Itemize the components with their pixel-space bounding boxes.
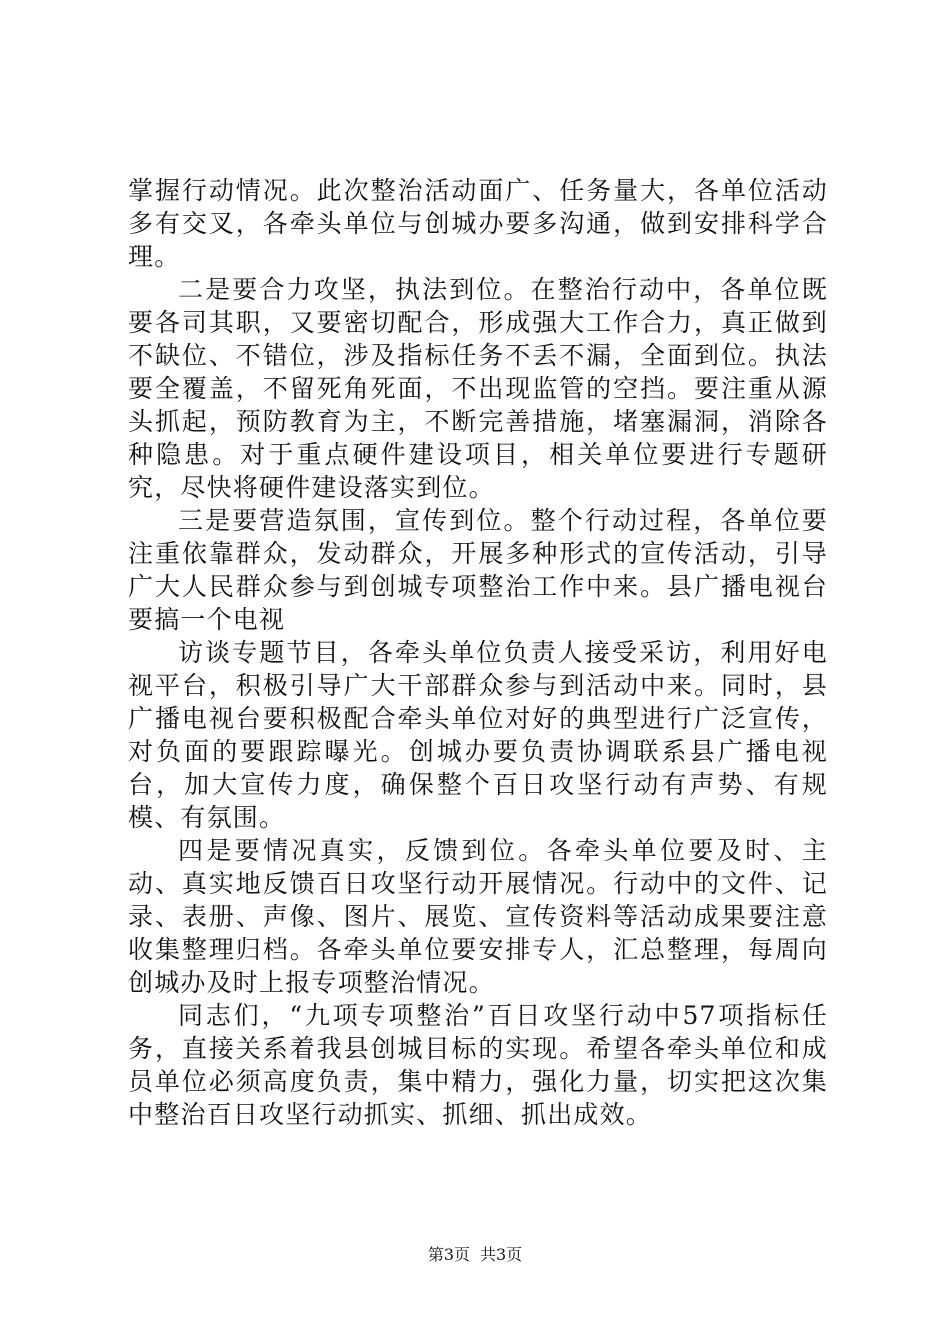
page-number-current: 第3页 bbox=[427, 1245, 470, 1264]
paragraph-5: 四是要情况真实，反馈到位。各牵头单位要及时、主动、真实地反馈百日攻坚行动开展情况。行动中的文件、记录、表册、声像、图片、展览、宣传资料等活动成果要注意收集整理归档。各牵头单位要安排专人，汇总整理，每周向创城办及时上报专项整治情况。 bbox=[128, 836, 828, 997]
document-body bbox=[128, 174, 828, 1131]
paragraph-4: 访谈专题节目，各牵头单位负责人接受采访，利用好电视平台，积极引导广大干部群众参与到活动中来。同时，县广播电视台要积极配合牵头单位对好的典型进行广泛宣传，对负面的要跟踪曝光。创城办要负责协调联系县广播电视台，加大宣传力度，确保整个百日攻坚行动有声势、有规模、有氛围。 bbox=[128, 638, 828, 832]
page-footer bbox=[0, 1245, 950, 1265]
page-number-total: 共3页 bbox=[480, 1245, 523, 1264]
paragraph-3: 三是要营造氛围，宣传到位。整个行动过程，各单位要注重依靠群众，发动群众，开展多种形式的宣传活动，引导广大人民群众参与到创城专项整治工作中来。县广播电视台要搞一个电视 bbox=[128, 506, 828, 634]
paragraph-2: 二是要合力攻坚，执法到位。在整治行动中，各单位既要各司其职，又要密切配合，形成强大工作合力，真正做到不缺位、不错位，涉及指标任务不丢不漏，全面到位。执法要全覆盖，不留死角死面，不出现监管的空挡。要注重从源头抓起，预防教育为主，不断完善措施，堵塞漏洞，消除各种隐患。对于重点硬件建设项目，相关单位要进行专题研究，尽快将硬件建设落实到位。 bbox=[128, 275, 828, 502]
paragraph-6: 同志们，“九项专项整治”百日攻坚行动中57项指标任务，直接关系着我县创城目标的实现。希望各牵头单位和成员单位必须高度负责，集中精力，强化力量，切实把这次集中整治百日攻坚行动抓实、抓细、抓出成效。 bbox=[128, 1001, 828, 1129]
paragraph-1: 掌握行动情况。此次整治活动面广、任务量大，各单位活动多有交叉，各牵头单位与创城办要多沟通，做到安排科学合理。 bbox=[128, 176, 828, 271]
